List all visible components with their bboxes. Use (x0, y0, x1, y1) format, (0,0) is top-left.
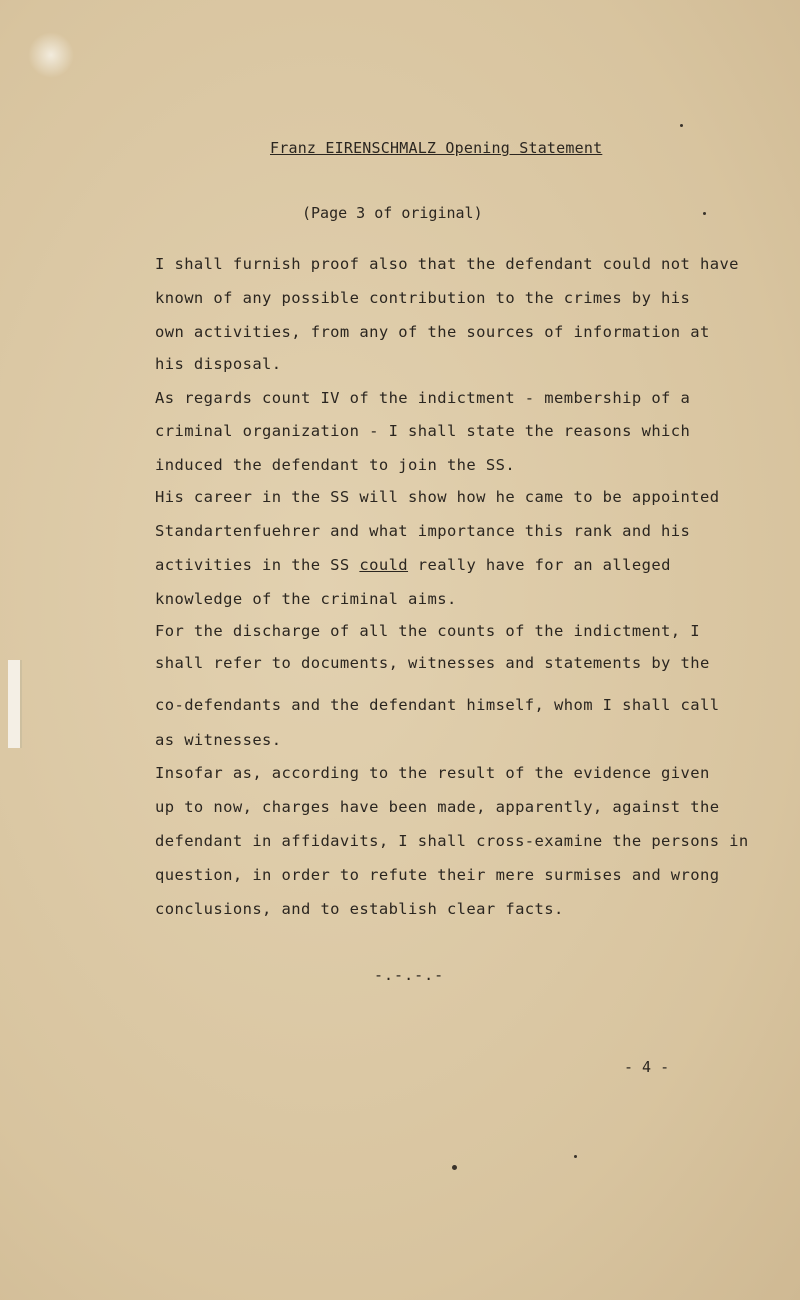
body-line: up to now, charges have been made, apparently, against the (155, 798, 720, 816)
body-line-with-emphasis (155, 556, 671, 574)
ink-speck (574, 1155, 577, 1158)
paper-edge-tab (8, 660, 22, 748)
body-line: own activities, from any of the sources of information at (155, 323, 710, 341)
body-line: For the discharge of all the counts of the indictment, I (155, 622, 700, 640)
body-line: I shall furnish proof also that the defendant could not have (155, 255, 739, 273)
document-title: Franz EIRENSCHMALZ Opening Statement (270, 139, 603, 157)
body-line: As regards count IV of the indictment - membership of a (155, 389, 691, 407)
paper-smudge (28, 32, 74, 78)
document-subtitle: (Page 3 of original) (302, 204, 483, 222)
body-line: defendant in affidavits, I shall cross-examine the persons in (155, 832, 749, 850)
body-line: as witnesses. (155, 731, 282, 749)
body-line: his disposal. (155, 355, 282, 373)
body-line: question, in order to refute their mere surmises and wrong (155, 866, 720, 884)
body-line: knowledge of the criminal aims. (155, 590, 457, 608)
section-separator: -.-.-.- (374, 966, 445, 984)
body-line: induced the defendant to join the SS. (155, 456, 516, 474)
ink-speck (452, 1165, 457, 1170)
body-line: shall refer to documents, witnesses and statements by the (155, 654, 710, 672)
body-text: really have for an alleged (417, 556, 671, 574)
body-line: His career in the SS will show how he came to be appointed (155, 488, 720, 506)
ink-speck (703, 212, 706, 215)
body-line: Insofar as, according to the result of the evidence given (155, 764, 710, 782)
body-line: conclusions, and to establish clear facts. (155, 900, 564, 918)
page-number: - 4 - (624, 1058, 670, 1076)
body-line: Standartenfuehrer and what importance this rank and his (155, 522, 691, 540)
underlined-word: could (359, 556, 409, 574)
body-text: activities in the SS (155, 556, 350, 574)
body-line: criminal organization - I shall state the reasons which (155, 422, 691, 440)
body-line: known of any possible contribution to the crimes by his (155, 289, 691, 307)
body-line: co-defendants and the defendant himself, whom I shall call (155, 696, 720, 714)
ink-speck (680, 124, 683, 127)
